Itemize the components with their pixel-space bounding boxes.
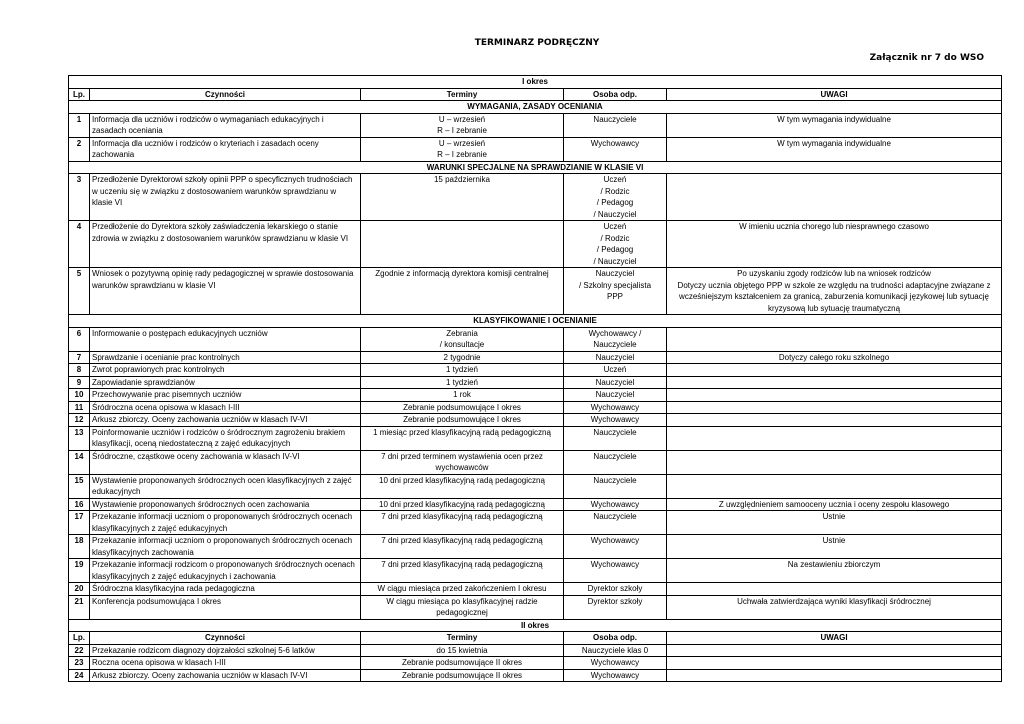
row-number: 14 — [69, 450, 90, 474]
row-deadline: 7 dni przed klasyfikacyjną radą pedagogiczną — [361, 559, 564, 583]
period-2-label: II okres — [69, 619, 1002, 632]
row-responsible: Nauczyciele — [564, 511, 667, 535]
column-header-row — [69, 632, 1002, 645]
row-responsible: Nauczyciele — [564, 113, 667, 137]
section-wymagania-row — [69, 101, 1002, 114]
row-notes — [667, 401, 1002, 414]
table-row — [69, 669, 1002, 682]
row-responsible: Wychowawcy — [564, 498, 667, 511]
row-deadline: 1 tydzień — [361, 364, 564, 377]
row-number: 21 — [69, 595, 90, 619]
table-row — [69, 221, 1002, 268]
row-notes — [667, 657, 1002, 670]
header-terminy: Terminy — [361, 88, 564, 101]
table-row — [69, 268, 1002, 315]
row-notes — [667, 364, 1002, 377]
row-deadline: 10 dni przed klasyfikacyjną radą pedagogiczną — [361, 474, 564, 498]
row-notes: Uchwała zatwierdzająca wyniki klasyfikacji śródrocznej — [667, 595, 1002, 619]
schedule-table — [68, 75, 1002, 682]
row-responsible: Uczeń — [564, 364, 667, 377]
row-number: 12 — [69, 414, 90, 427]
header-czynnosci: Czynności — [90, 632, 361, 645]
row-notes: Ustnie — [667, 511, 1002, 535]
column-header-row — [69, 88, 1002, 101]
table-row — [69, 364, 1002, 377]
row-activity: Konferencja podsumowująca I okres — [90, 595, 361, 619]
row-number: 1 — [69, 113, 90, 137]
row-activity: Wniosek o pozytywną opinię rady pedagogicznej w sprawie dostosowania warunków sprawdzianu w klasie VI — [90, 268, 361, 315]
table-row — [69, 174, 1002, 221]
row-notes — [667, 376, 1002, 389]
table-row — [69, 559, 1002, 583]
row-responsible: Nauczyciele — [564, 474, 667, 498]
row-responsible: Wychowawcy — [564, 657, 667, 670]
header-lp: Lp. — [69, 88, 90, 101]
row-deadline: 7 dni przed klasyfikacyjną radą pedagogiczną — [361, 511, 564, 535]
table-row — [69, 414, 1002, 427]
row-number: 5 — [69, 268, 90, 315]
table-row — [69, 498, 1002, 511]
row-activity: Przekazanie rodzicom diagnozy dojrzałości szkolnej 5-6 latków — [90, 644, 361, 657]
row-activity: Poinformowanie uczniów i rodziców o śródrocznym zagrożeniu brakiem klasyfikacji, oceną niedostateczną z zajęć edukacyjnych — [90, 426, 361, 450]
row-activity: Zwrot poprawionych prac kontrolnych — [90, 364, 361, 377]
row-responsible: Wychowawcy — [564, 669, 667, 682]
row-activity: Informacja dla uczniów i rodziców o wymaganiach edukacyjnych i zasadach oceniania — [90, 113, 361, 137]
table-row — [69, 535, 1002, 559]
table-row — [69, 595, 1002, 619]
row-responsible: Nauczyciele klas 0 — [564, 644, 667, 657]
row-responsible: Dyrektor szkoły — [564, 583, 667, 596]
row-activity: Zapowiadanie sprawdzianów — [90, 376, 361, 389]
section-wymagania: WYMAGANIA, ZASADY OCENIANIA — [69, 101, 1002, 114]
row-number: 2 — [69, 137, 90, 161]
row-number: 22 — [69, 644, 90, 657]
row-deadline: Zebranie podsumowujące I okres — [361, 401, 564, 414]
table-row — [69, 351, 1002, 364]
row-responsible: Nauczyciel / Szkolny specjalista PPP — [564, 268, 667, 315]
row-responsible: Uczeń / Rodzic / Pedagog / Nauczyciel — [564, 221, 667, 268]
period-2-label-row — [69, 619, 1002, 632]
row-number: 13 — [69, 426, 90, 450]
row-number: 18 — [69, 535, 90, 559]
row-responsible: Nauczyciel — [564, 376, 667, 389]
row-number: 9 — [69, 376, 90, 389]
row-responsible: Wychowawcy — [564, 414, 667, 427]
row-activity: Śródroczna klasyfikacyjna rada pedagogiczna — [90, 583, 361, 596]
row-deadline: 1 miesiąc przed klasyfikacyjną radą pedagogiczną — [361, 426, 564, 450]
table-row — [69, 327, 1002, 351]
row-notes: W tym wymagania indywidualne — [667, 113, 1002, 137]
row-notes — [667, 644, 1002, 657]
row-notes — [667, 474, 1002, 498]
table-row — [69, 426, 1002, 450]
row-activity: Roczna ocena opisowa w klasach I-III — [90, 657, 361, 670]
row-notes: Na zestawieniu zbiorczym — [667, 559, 1002, 583]
row-responsible: Nauczyciele — [564, 426, 667, 450]
row-deadline: 15 października — [361, 174, 564, 221]
row-deadline: 1 tydzień — [361, 376, 564, 389]
row-activity: Informacja dla uczniów i rodziców o kryteriach i zasadach oceny zachowania — [90, 137, 361, 161]
header-osoba: Osoba odp. — [564, 632, 667, 645]
row-activity: Przedłożenie do Dyrektora szkoły zaświadczenia lekarskiego o stanie zdrowia w związku z dostosowaniem warunków sprawdzianu w klasie VI — [90, 221, 361, 268]
header-lp: Lp. — [69, 632, 90, 645]
row-activity: Sprawdzanie i ocenianie prac kontrolnych — [90, 351, 361, 364]
table-row — [69, 474, 1002, 498]
row-number: 16 — [69, 498, 90, 511]
row-activity: Przekazanie informacji uczniom o proponowanych śródrocznych ocenach klasyfikacyjnych zachowania — [90, 535, 361, 559]
section-warunki: WARUNKI SPECJALNE NA SPRAWDZIANIE W KLASIE VI — [69, 161, 1002, 174]
table-row — [69, 389, 1002, 402]
row-number: 20 — [69, 583, 90, 596]
row-deadline: Zebranie podsumowujące II okres — [361, 657, 564, 670]
row-deadline: Zebrania / konsultacje — [361, 327, 564, 351]
row-notes: Po uzyskaniu zgody rodziców lub na wniosek rodziców Dotyczy ucznia objętego PPP w szkole ze względu na trudności adaptacyjne związane z wcześniejszym kształceniem za granicą, zaburzenia komunikacji językowej lub sytuację kryzysową lub sytuację traumatyczną — [667, 268, 1002, 315]
table-row — [69, 376, 1002, 389]
row-notes — [667, 327, 1002, 351]
row-responsible: Nauczyciel — [564, 351, 667, 364]
row-notes — [667, 426, 1002, 450]
header-uwagi: UWAGI — [667, 88, 1002, 101]
row-deadline: U – wrzesień R – I zebranie — [361, 137, 564, 161]
row-notes: Dotyczy całego roku szkolnego — [667, 351, 1002, 364]
row-responsible: Uczeń / Rodzic / Pedagog / Nauczyciel — [564, 174, 667, 221]
row-responsible: Nauczyciele — [564, 450, 667, 474]
row-deadline: 1 rok — [361, 389, 564, 402]
period-1-label: I okres — [69, 76, 1002, 89]
row-deadline: Zgodnie z informacją dyrektora komisji centralnej — [361, 268, 564, 315]
row-number: 8 — [69, 364, 90, 377]
row-responsible: Wychowawcy — [564, 137, 667, 161]
row-deadline: U – wrzesień R – I zebranie — [361, 113, 564, 137]
row-notes — [667, 450, 1002, 474]
row-number: 24 — [69, 669, 90, 682]
table-row — [69, 137, 1002, 161]
row-notes — [667, 583, 1002, 596]
row-responsible: Wychowawcy — [564, 559, 667, 583]
row-notes — [667, 669, 1002, 682]
row-activity: Przekazanie informacji rodzicom o proponowanych śródrocznych ocenach klasyfikacyjnych z zajęć edukacyjnych i zachowania — [90, 559, 361, 583]
row-number: 15 — [69, 474, 90, 498]
table-row — [69, 583, 1002, 596]
row-deadline — [361, 221, 564, 268]
table-row — [69, 450, 1002, 474]
row-number: 3 — [69, 174, 90, 221]
row-responsible: Nauczyciel — [564, 389, 667, 402]
row-deadline: W ciągu miesiąca po klasyfikacyjnej radzie pedagogicznej — [361, 595, 564, 619]
row-number: 10 — [69, 389, 90, 402]
row-deadline: 7 dni przed klasyfikacyjną radą pedagogiczną — [361, 535, 564, 559]
row-notes: W imieniu ucznia chorego lub niesprawnego czasowo — [667, 221, 1002, 268]
row-responsible: Wychowawcy — [564, 401, 667, 414]
row-activity: Arkusz zbiorczy. Oceny zachowania uczniów w klasach IV-VI — [90, 414, 361, 427]
row-deadline: Zebranie podsumowujące II okres — [361, 669, 564, 682]
table-row — [69, 644, 1002, 657]
header-uwagi: UWAGI — [667, 632, 1002, 645]
row-number: 23 — [69, 657, 90, 670]
header-terminy: Terminy — [361, 632, 564, 645]
row-activity: Śródroczna ocena opisowa w klasach I-III — [90, 401, 361, 414]
row-deadline: Zebranie podsumowujące I okres — [361, 414, 564, 427]
row-activity: Przekazanie informacji uczniom o proponowanych śródrocznych ocenach klasyfikacyjnych z zajęć edukacyjnych — [90, 511, 361, 535]
period-1-label-row — [69, 76, 1002, 89]
table-row — [69, 113, 1002, 137]
row-activity: Śródroczne, cząstkowe oceny zachowania w klasach IV-VI — [90, 450, 361, 474]
row-deadline: 7 dni przed terminem wystawienia ocen przez wychowawców — [361, 450, 564, 474]
section-warunki-row — [69, 161, 1002, 174]
row-deadline: 10 dni przed klasyfikacyjną radą pedagogiczną — [361, 498, 564, 511]
row-activity: Arkusz zbiorczy. Oceny zachowania uczniów w klasach IV-VI — [90, 669, 361, 682]
row-responsible: Dyrektor szkoły — [564, 595, 667, 619]
header-osoba: Osoba odp. — [564, 88, 667, 101]
document-title: TERMINARZ PODRĘCZNY — [474, 38, 600, 48]
row-activity: Wystawienie proponowanych śródrocznych ocen klasyfikacyjnych z zajęć edukacyjnych — [90, 474, 361, 498]
table-row — [69, 511, 1002, 535]
attachment-label: Załącznik nr 7 do WSO — [869, 53, 984, 63]
row-activity: Informowanie o postępach edukacyjnych uczniów — [90, 327, 361, 351]
row-number: 7 — [69, 351, 90, 364]
row-responsible: Wychowawcy / Nauczyciele — [564, 327, 667, 351]
section-klasyfikowanie-row — [69, 315, 1002, 328]
row-notes — [667, 389, 1002, 402]
row-activity: Przedłożenie Dyrektorowi szkoły opinii PPP o specyficznych trudnościach w uczeniu się w związku z dostosowaniem warunków sprawdzianu w klasie VI — [90, 174, 361, 221]
row-notes: Ustnie — [667, 535, 1002, 559]
row-number: 17 — [69, 511, 90, 535]
row-notes: Z uwzględnieniem samooceny ucznia i oceny zespołu klasowego — [667, 498, 1002, 511]
table-row — [69, 657, 1002, 670]
row-number: 4 — [69, 221, 90, 268]
row-notes — [667, 174, 1002, 221]
row-number: 19 — [69, 559, 90, 583]
row-deadline: do 15 kwietnia — [361, 644, 564, 657]
row-number: 11 — [69, 401, 90, 414]
section-klasyfikowanie: KLASYFIKOWANIE I OCENIANIE — [69, 315, 1002, 328]
table-row — [69, 401, 1002, 414]
row-notes — [667, 414, 1002, 427]
row-number: 6 — [69, 327, 90, 351]
header-czynnosci: Czynności — [90, 88, 361, 101]
row-responsible: Wychowawcy — [564, 535, 667, 559]
row-deadline: W ciągu miesiąca przed zakończeniem I okresu — [361, 583, 564, 596]
row-deadline: 2 tygodnie — [361, 351, 564, 364]
row-activity: Wystawienie proponowanych śródrocznych ocen zachowania — [90, 498, 361, 511]
row-notes: W tym wymagania indywidualne — [667, 137, 1002, 161]
row-activity: Przechowywanie prac pisemnych uczniów — [90, 389, 361, 402]
